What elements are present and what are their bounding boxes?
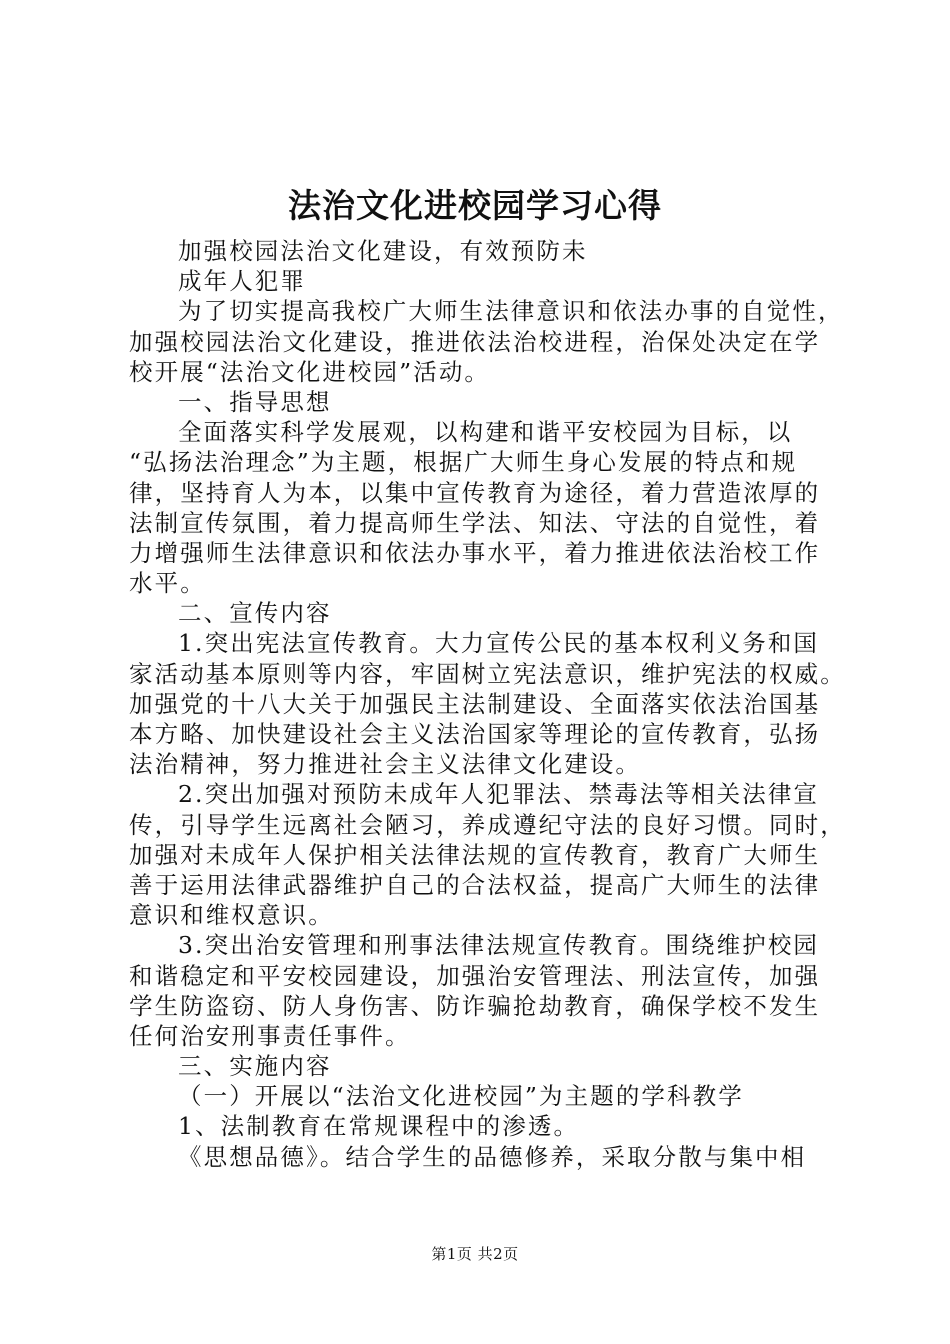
body-line: 3.突出治安管理和刑事法律法规宣传教育。围绕维护校园 (178, 931, 820, 960)
body-line: 和谐稳定和平安校园建设，加强治安管理法、刑法宣传，加强 (129, 961, 821, 990)
body-line: 力增强师生法律意识和依法办事水平，着力推进依法治校工作 (129, 538, 821, 567)
body-line: 学生防盗窃、防人身伤害、防诈骗抢劫教育，确保学校不发生 (129, 991, 821, 1020)
body-line: 家活动基本原则等内容，牢固树立宪法意识，维护宪法的权威。 (129, 659, 846, 688)
body-line: 1.突出宪法宣传教育。大力宣传公民的基本权利义务和国 (178, 629, 820, 658)
body-line: 三、实施内容 (178, 1052, 332, 1081)
body-line: 加强党的十八大关于加强民主法制建设、全面落实依法治国基 (129, 689, 821, 718)
page-footer: 第1页 共2页 (431, 1245, 519, 1263)
document-body (129, 236, 846, 1172)
body-line: 校开展“法治文化进校园”活动。 (129, 357, 491, 386)
body-line: 2.突出加强对预防未成年人犯罪法、禁毒法等相关法律宣 (178, 780, 820, 809)
body-line: 二、宣传内容 (178, 599, 332, 628)
body-line: 加强校园法治文化建设，有效预防未 (178, 237, 588, 265)
body-line: 任何治安刑事责任事件。 (129, 1021, 411, 1050)
body-line: 法制宣传氛围，着力提高师生学法、知法、守法的自觉性，着 (129, 508, 821, 537)
body-line: 法治精神，努力推进社会主义法律文化建设。 (129, 750, 641, 779)
body-line: 传，引导学生远离社会陋习，养成遵纪守法的良好习惯。同时， (129, 810, 846, 839)
body-line: 意识和维权意识。 (129, 901, 334, 930)
document-title: 法治文化进校园学习心得 (288, 186, 662, 225)
body-line: 律，坚持育人为本，以集中宣传教育为途径，着力营造浓厚的 (129, 478, 821, 507)
body-line: 《思想品德》。结合学生的品德修养，采取分散与集中相 (178, 1142, 807, 1171)
body-line: 全面落实科学发展观，以构建和谐平安校园为目标，以 (178, 418, 793, 447)
body-line: “弘扬法治理念”为主题，根据广大师生身心发展的特点和规 (129, 448, 798, 477)
body-line: 成年人犯罪 (178, 267, 306, 296)
body-line: 加强对未成年人保护相关法律法规的宣传教育，教育广大师生 (129, 840, 821, 869)
body-line: 1、法制教育在常规课程中的渗透。 (178, 1112, 580, 1141)
body-line: 加强校园法治文化建设，推进依法治校进程，治保处决定在学 (129, 327, 821, 356)
body-line: 一、指导思想 (178, 387, 332, 416)
body-line: 水平。 (129, 569, 206, 598)
body-line: （一）开展以“法治文化进校园”为主题的学科教学 (178, 1082, 744, 1111)
body-line: 为了切实提高我校广大师生法律意识和依法办事的自觉性， (178, 297, 844, 326)
body-line: 善于运用法律武器维护自己的合法权益，提高广大师生的法律 (129, 870, 821, 899)
body-line: 本方略、加快建设社会主义法治国家等理论的宣传教育，弘扬 (129, 720, 821, 748)
